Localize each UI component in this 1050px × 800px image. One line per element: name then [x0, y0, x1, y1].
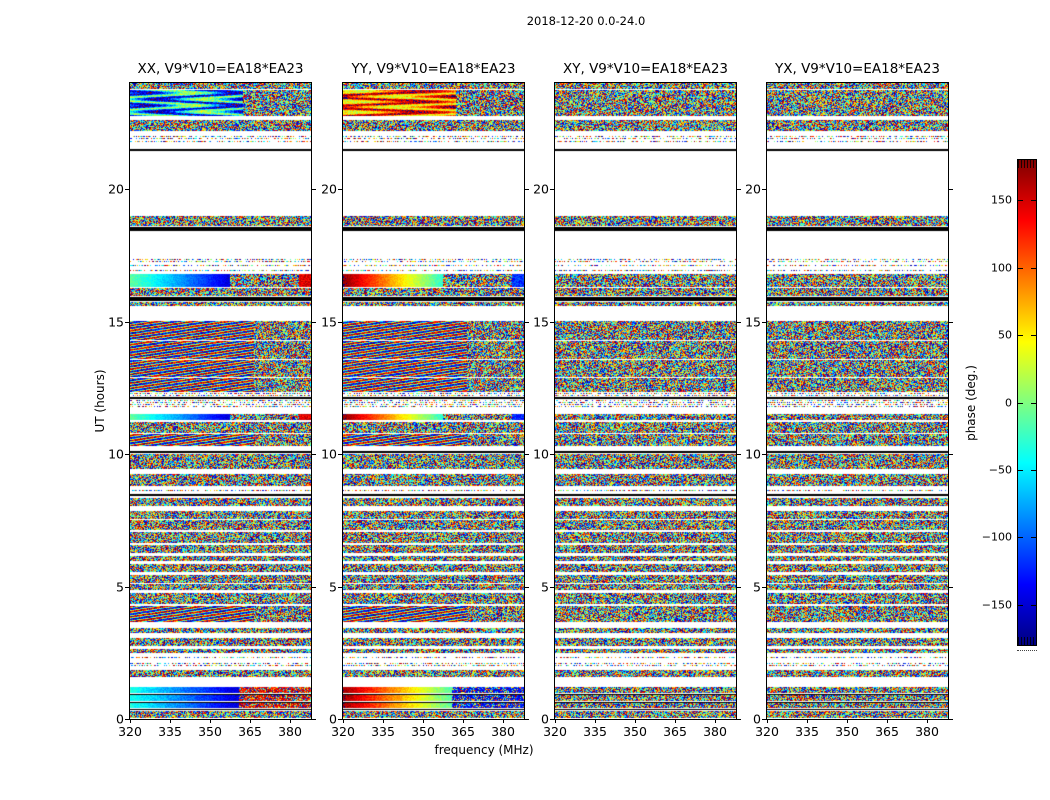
x-tick-mark — [847, 719, 848, 723]
y-tick-mark — [125, 322, 129, 323]
x-tick-label: 380 — [915, 724, 939, 739]
colorbar-tick-mark — [1018, 470, 1023, 471]
x-tick-mark — [807, 719, 808, 723]
y-tick-mark — [338, 189, 342, 190]
y-tick-mark — [949, 587, 953, 588]
x-tick-label: 350 — [623, 724, 647, 739]
y-axis-label: UT (hours) — [93, 369, 107, 433]
x-tick-mark — [715, 719, 716, 723]
heatmap-canvas-xx — [130, 83, 311, 719]
colorbar-tick-mark — [1031, 403, 1036, 404]
colorbar-tick-mark — [1031, 537, 1036, 538]
y-tick-label: 20 — [533, 181, 549, 197]
colorbar-tick-mark — [1031, 268, 1036, 269]
y-tick-mark — [762, 719, 766, 720]
x-tick-label: 350 — [411, 724, 435, 739]
x-tick-label: 335 — [795, 724, 819, 739]
y-tick-mark — [125, 719, 129, 720]
colorbar-tick-label: 100 — [991, 261, 1012, 275]
y-tick-mark — [338, 454, 342, 455]
y-tick-label: 0 — [116, 711, 124, 727]
colorbar-hatch-top — [1018, 160, 1036, 168]
figure-title: 2018-12-20 0.0-24.0 — [526, 14, 646, 28]
y-tick-mark — [762, 454, 766, 455]
y-tick-label: 15 — [745, 314, 761, 329]
colorbar-dotted-edge — [1017, 650, 1037, 651]
panel-xx — [129, 82, 312, 720]
y-tick-label: 5 — [541, 579, 549, 594]
y-tick-label: 15 — [108, 314, 124, 329]
y-tick-label: 10 — [321, 446, 337, 462]
y-tick-mark — [762, 189, 766, 190]
x-tick-mark — [927, 719, 928, 723]
y-tick-mark — [338, 322, 342, 323]
colorbar-tick-mark — [1031, 335, 1036, 336]
x-tick-mark — [250, 719, 251, 723]
x-tick-label: 320 — [755, 724, 779, 739]
y-tick-mark — [949, 322, 953, 323]
x-tick-mark — [767, 719, 768, 723]
y-tick-mark — [762, 322, 766, 323]
y-tick-label: 10 — [745, 446, 761, 462]
y-tick-mark — [550, 322, 554, 323]
x-axis-label: frequency (MHz) — [434, 743, 534, 757]
x-tick-mark — [130, 719, 131, 723]
y-tick-label: 20 — [108, 181, 124, 197]
colorbar-tick-mark — [1031, 470, 1036, 471]
x-tick-mark — [423, 719, 424, 723]
x-tick-label: 365 — [875, 724, 899, 739]
y-tick-mark — [949, 189, 953, 190]
heatmap-canvas-yx — [767, 83, 948, 719]
colorbar-tick-mark — [1018, 537, 1023, 538]
x-tick-label: 380 — [703, 724, 727, 739]
x-tick-label: 365 — [663, 724, 687, 739]
colorbar-label: phase (deg.) — [964, 365, 978, 441]
colorbar-tick-mark — [1018, 268, 1023, 269]
x-tick-label: 320 — [543, 724, 567, 739]
colorbar-tick-label: 150 — [991, 193, 1012, 207]
x-tick-mark — [887, 719, 888, 723]
y-tick-mark — [338, 719, 342, 720]
colorbar-tick-mark — [1018, 605, 1023, 606]
colorbar-tick-label: −150 — [981, 598, 1012, 612]
y-tick-label: 15 — [533, 314, 549, 329]
y-tick-mark — [762, 587, 766, 588]
y-tick-mark — [550, 719, 554, 720]
x-tick-mark — [675, 719, 676, 723]
y-tick-label: 20 — [321, 181, 337, 197]
colorbar-tick-label: 50 — [998, 328, 1012, 342]
x-tick-label: 365 — [451, 724, 475, 739]
y-tick-mark — [125, 189, 129, 190]
y-tick-label: 20 — [745, 181, 761, 197]
x-tick-mark — [503, 719, 504, 723]
y-tick-mark — [550, 587, 554, 588]
y-tick-mark — [338, 587, 342, 588]
panel-title-xx: XX, V9*V10=EA18*EA23 — [137, 61, 304, 77]
y-tick-mark — [125, 587, 129, 588]
x-tick-mark — [555, 719, 556, 723]
colorbar-tick-mark — [1018, 200, 1023, 201]
colorbar-tick-label: 0 — [1005, 396, 1012, 409]
x-tick-label: 320 — [118, 724, 142, 739]
x-tick-mark — [170, 719, 171, 723]
y-tick-label: 5 — [329, 579, 337, 594]
colorbar-tick-mark — [1018, 403, 1023, 404]
x-tick-mark — [383, 719, 384, 723]
panel-title-yx: YX, V9*V10=EA18*EA23 — [774, 61, 941, 77]
x-tick-label: 335 — [583, 724, 607, 739]
y-tick-mark — [949, 454, 953, 455]
panel-title-yy: YY, V9*V10=EA18*EA23 — [351, 61, 516, 77]
x-tick-label: 380 — [491, 724, 515, 739]
panel-title-xy: XY, V9*V10=EA18*EA23 — [562, 61, 729, 77]
y-tick-label: 0 — [753, 711, 761, 727]
y-tick-label: 5 — [753, 579, 761, 594]
x-tick-mark — [463, 719, 464, 723]
panel-xy — [554, 82, 737, 720]
x-tick-mark — [290, 719, 291, 723]
x-tick-label: 335 — [371, 724, 395, 739]
y-tick-mark — [550, 189, 554, 190]
colorbar-tick-mark — [1031, 605, 1036, 606]
x-tick-label: 380 — [278, 724, 302, 739]
y-tick-label: 10 — [108, 446, 124, 462]
x-tick-mark — [210, 719, 211, 723]
x-tick-mark — [343, 719, 344, 723]
y-tick-label: 10 — [533, 446, 549, 462]
colorbar-hatch-bottom — [1018, 637, 1036, 645]
x-tick-label: 365 — [238, 724, 262, 739]
colorbar-tick-label: −50 — [988, 463, 1012, 477]
y-tick-label: 0 — [329, 711, 337, 727]
y-tick-label: 0 — [541, 711, 549, 727]
panel-yy — [342, 82, 525, 720]
y-tick-label: 15 — [321, 314, 337, 329]
heatmap-canvas-yy — [343, 83, 524, 719]
x-tick-label: 320 — [331, 724, 355, 739]
panel-yx — [766, 82, 949, 720]
x-tick-mark — [595, 719, 596, 723]
y-tick-mark — [949, 719, 953, 720]
y-tick-mark — [125, 454, 129, 455]
x-tick-label: 350 — [835, 724, 859, 739]
x-tick-mark — [635, 719, 636, 723]
colorbar-tick-mark — [1031, 200, 1036, 201]
x-tick-label: 350 — [198, 724, 222, 739]
y-tick-label: 5 — [116, 579, 124, 594]
colorbar-tick-mark — [1018, 335, 1023, 336]
heatmap-canvas-xy — [555, 83, 736, 719]
x-tick-label: 335 — [158, 724, 182, 739]
colorbar-tick-label: −100 — [981, 530, 1012, 544]
y-tick-mark — [550, 454, 554, 455]
